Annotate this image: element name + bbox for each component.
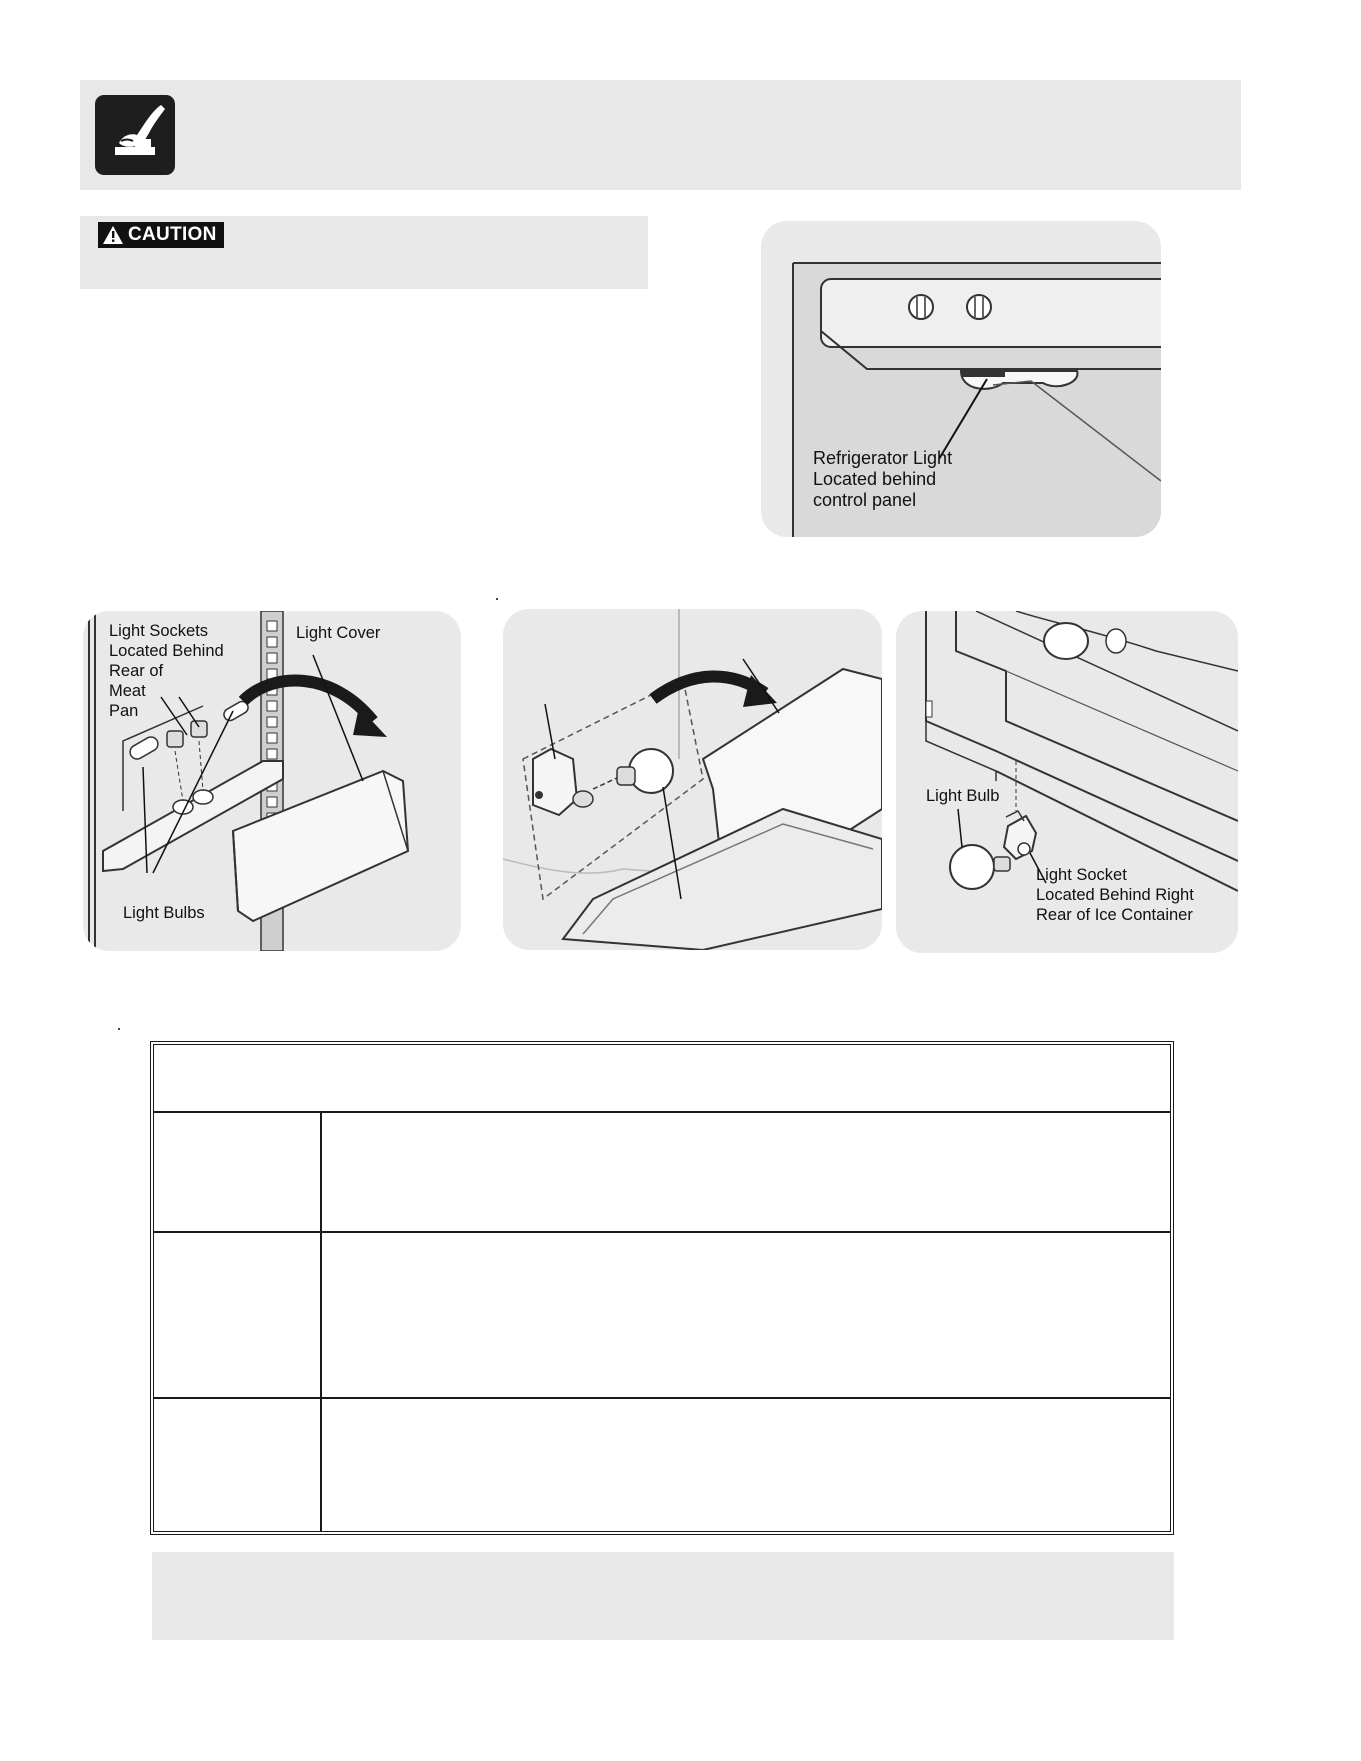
caution-label: CAUTION bbox=[128, 224, 217, 245]
table-column-divider bbox=[320, 1111, 322, 1531]
light-socket-label: Light Socket Located Behind Right Rear of Ice Container bbox=[1036, 866, 1194, 924]
header-band bbox=[80, 80, 1241, 190]
warning-triangle-icon bbox=[102, 225, 124, 245]
footer-note-band bbox=[152, 1552, 1174, 1640]
light-bulbs-label: Light Bulbs bbox=[123, 904, 205, 922]
socket-bulb-cover-illustration bbox=[503, 609, 882, 950]
refrigerator-light-label: Refrigerator Light Located behind control panel bbox=[813, 448, 953, 510]
table-row-divider bbox=[154, 1397, 1170, 1399]
caution-badge bbox=[98, 222, 224, 248]
hand-lifting-icon bbox=[95, 95, 175, 175]
table-row-divider bbox=[154, 1111, 1170, 1113]
refrigerator-light-figure bbox=[761, 221, 1161, 537]
stray-mark bbox=[496, 598, 498, 600]
light-sockets-label: Light Sockets Located Behind Rear of Meat Pan bbox=[109, 622, 224, 720]
table-row-divider bbox=[154, 1231, 1170, 1233]
light-cover-label: Light Cover bbox=[296, 624, 381, 642]
meat-pan-light-figure bbox=[83, 611, 461, 951]
socket-bulb-cover-figure bbox=[503, 609, 882, 950]
ice-container-light-figure bbox=[896, 611, 1238, 953]
stray-mark bbox=[118, 1028, 120, 1030]
light-bulb-label: Light Bulb bbox=[926, 787, 1000, 805]
bulb-replacement-table bbox=[150, 1041, 1174, 1535]
